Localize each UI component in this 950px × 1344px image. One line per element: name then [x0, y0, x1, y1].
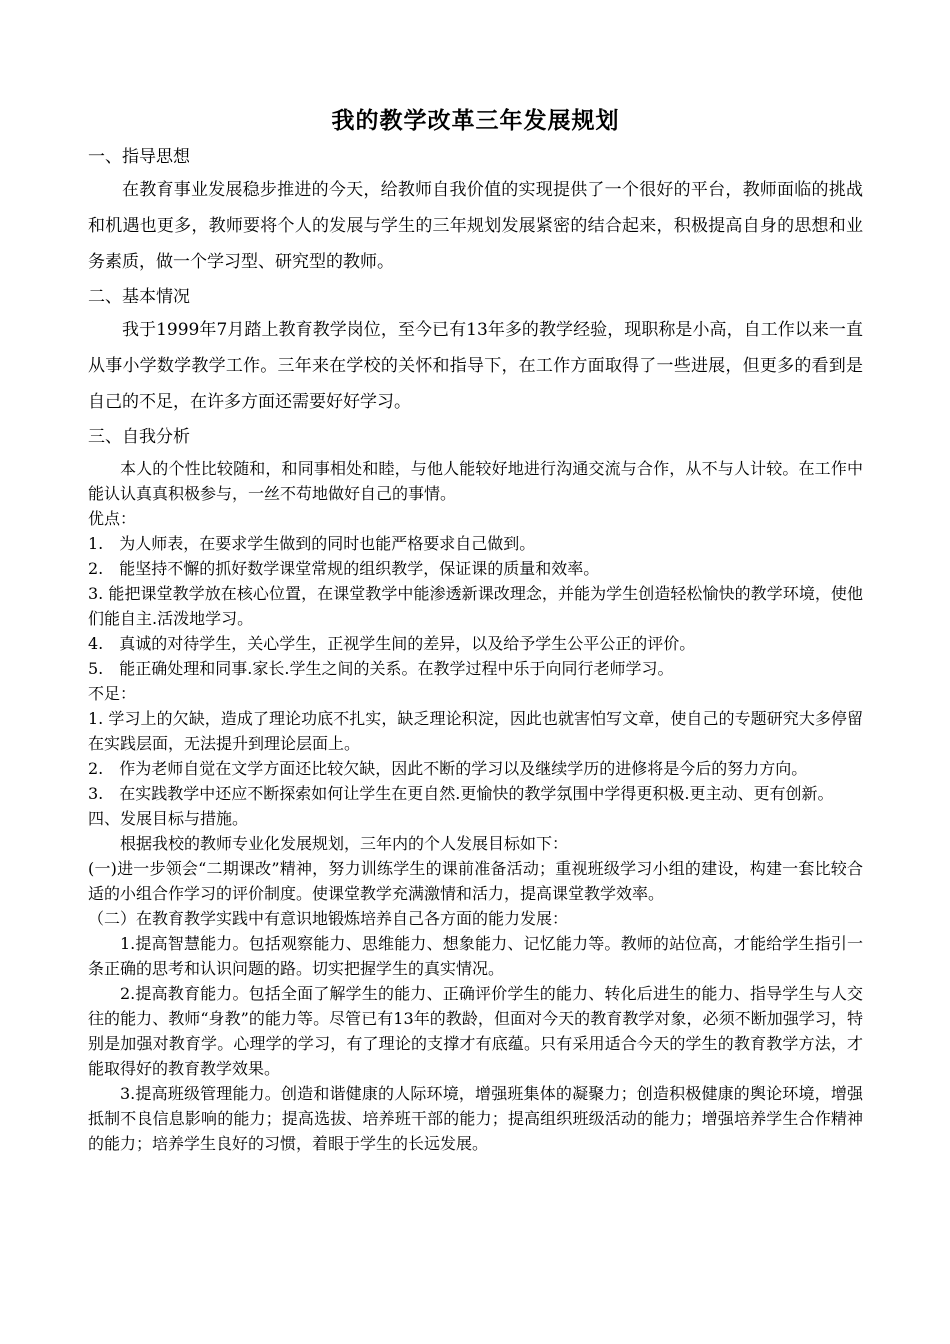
strength-item: 3. 能把课堂教学放在核心位置，在课堂教学中能渗透新课改理念，并能为学生创造轻松愉快的教学环境，使他们能自主.活泼地学习。 [88, 584, 863, 628]
document-title: 我的教学改革三年发展规划 [331, 107, 620, 134]
ability-item: 3.提高班级管理能力。创造和谐健康的人际环境，增强班集体的凝聚力；创造积极健康的舆论环境，增强抵制不良信息影响的能力；提高选拔、培养班干部的能力；提高组织班级活动的能力；增强培养学生合作精神的能力；培养学生良好的习惯，着眼于学生的长远发展。 [88, 1084, 863, 1153]
section-heading-goals-measures: 四、发展目标与措施。 [88, 809, 249, 828]
weakness-item: 1. 学习上的欠缺，造成了理论功底不扎实，缺乏理论积淀，因此也就害怕写文章，使自己的专题研究大多停留在实践层面，无法提升到理论层面上。 [88, 709, 863, 753]
guiding-thought-paragraph: 在教育事业发展稳步推进的今天，给教师自我价值的实现提供了一个很好的平台，教师面临的挑战和机遇也更多，教师要将个人的发展与学生的三年规划发展紧密的结合起来，积极提高自身的思想和业务素质，做一个学习型、研究型的教师。 [88, 180, 863, 272]
ability-item: 2.提高教育能力。包括全面了解学生的能力、正确评价学生的能力、转化后进生的能力、指导学生与人交往的能力、教师“身教”的能力等。尽管已有13年的教龄，但面对今天的教育教学对象，必须不断加强学习，特别是加强对教育学。心理学的学习，有了理论的支撑才有底蕴。只有采用适合今天的学生的教育教学方法，才能取得好的教育教学效果。 [88, 984, 863, 1078]
document-page [88, 104, 863, 1156]
strengths-label: 优点： [88, 509, 137, 528]
section-heading-guiding-thought: 一、指导思想 [88, 147, 190, 167]
basic-situation-paragraph: 我于1999年7月踏上教育教学岗位，至今已有13年多的教学经验，现职称是小高，自工作以来一直从事小学数学教学工作。三年来在学校的关怀和指导下，在工作方面取得了一些进展，但更多的看到是自己的不足，在许多方面还需要好好学习。 [88, 320, 863, 412]
section-heading-basic-situation: 二、基本情况 [88, 287, 190, 307]
goal-item: （二）在教育教学实践中有意识地锻炼培养自己各方面的能力发展： [88, 909, 569, 928]
goals-intro: 根据我校的教师专业化发展规划，三年内的个人发展目标如下： [120, 834, 569, 853]
self-analysis-paragraph: 本人的个性比较随和，和同事相处和睦，与他人能较好地进行沟通交流与合作，从不与人计较。在工作中能认认真真积极参与，一丝不苟地做好自己的事情。 [88, 459, 863, 503]
weakness-item: 2. 作为老师自觉在文学方面还比较欠缺，因此不断的学习以及继续学历的进修将是今后的努力方向。 [88, 759, 808, 778]
weaknesses-label: 不足： [88, 684, 137, 703]
section-heading-self-analysis: 三、自我分析 [88, 427, 190, 447]
strength-item: 4. 真诚的对待学生，关心学生，正视学生间的差异，以及给予学生公平公正的评价。 [88, 634, 696, 653]
strength-item: 2. 能坚持不懈的抓好数学课堂常规的组织教学，保证课的质量和效率。 [88, 559, 600, 578]
strength-item: 1. 为人师表，在要求学生做到的同时也能严格要求自己做到。 [88, 534, 536, 553]
ability-item: 1.提高智慧能力。包括观察能力、思维能力、想象能力、记忆能力等。教师的站位高，才能给学生指引一条正确的思考和认识问题的路。切实把握学生的真实情况。 [88, 934, 863, 978]
strength-item: 5. 能正确处理和同事.家长.学生之间的关系。在教学过程中乐于向同行老师学习。 [88, 659, 674, 678]
goal-item: (一)进一步领会“二期课改”精神，努力训练学生的课前准备活动；重视班级学习小组的建设，构建一套比较合适的小组合作学习的评价制度。使课堂教学充满激情和活力，提高课堂教学效率。 [88, 859, 863, 903]
weakness-item: 3. 在实践教学中还应不断探索如何让学生在更自然.更愉快的教学氛围中学得更积极.更主动、更有创新。 [88, 784, 834, 803]
